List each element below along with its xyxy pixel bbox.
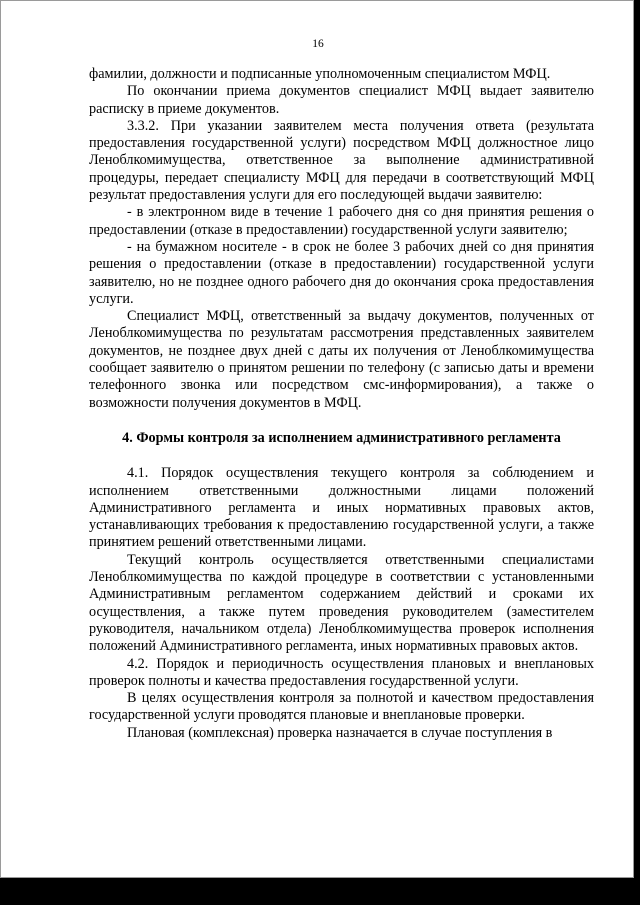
paragraph: Специалист МФЦ, ответственный за выдачу документов, полученных от Леноблкомимущества по результатам рассмотрения представленных заявителем документов, не позднее двух дней с даты их получения от Леноблкомимущества сообщает заявителю о принятом решении по телефону (с записью даты и времени телефонного звонка или посредством смс-информирования), а также о возможности получения документов в МФЦ.: [89, 308, 594, 411]
page-number: 16: [312, 38, 324, 50]
paragraph: По окончании приема документов специалист МФЦ выдает заявителю расписку в приеме документов.: [89, 83, 594, 117]
paragraph: 3.3.2. При указании заявителем места получения ответа (результата предоставления государственной услуги) посредством МФЦ должностное лицо Леноблкомимущества, ответственное за выполнение административной процедуры, передает специалисту МФЦ для передачи в соответствующий МФЦ результат предоставления услуги для его последующей выдачи заявителю:: [89, 117, 594, 204]
paragraph: В целях осуществления контроля за полнотой и качеством предоставления государственной услуги проводятся плановые и внеплановые проверки.: [89, 690, 594, 724]
paragraph: 4.1. Порядок осуществления текущего контроля за соблюдением и исполнением ответственными должностными лицами положений Административного регламента и иных нормативных правовых актов, устанавливающих требования к предоставлению государственной услуги, а также принятием решений ответственными лицами.: [89, 465, 594, 551]
paragraph: Плановая (комплексная) проверка назначается в случае поступления в: [127, 724, 553, 741]
paragraph: - на бумажном носителе - в срок не более 3 рабочих дней со дня принятия решения о предоставлении (отказе в предоставлении) государственной услуги заявителю, но не позднее одного рабочего дня до окончания срока предоставления услуги.: [89, 238, 594, 307]
section-heading: 4. Формы контроля за исполнением административного регламента: [122, 429, 561, 446]
paragraph: фамилии, должности и подписанные уполномоченным специалистом МФЦ.: [89, 66, 551, 82]
body-text: [89, 66, 594, 742]
paragraph: 4.2. Порядок и периодичность осуществления плановых и внеплановых проверок полноты и качества предоставления государственной услуги.: [89, 655, 594, 689]
paragraph: Текущий контроль осуществляется ответственными специалистами Леноблкомимущества по каждой процедуре в соответствии с установленными Административным регламентом содержанием действий и сроками их осуществления, а также путем проведения руководителем (заместителем руководителя, начальником отдела) Леноблкомимущества проверок исполнения положений Административного регламента, иных нормативных правовых актов.: [89, 551, 594, 655]
paragraph: - в электронном виде в течение 1 рабочего дня со дня принятия решения о предоставлении (отказе в предоставлении) государственной услуги заявителю;: [89, 204, 594, 238]
